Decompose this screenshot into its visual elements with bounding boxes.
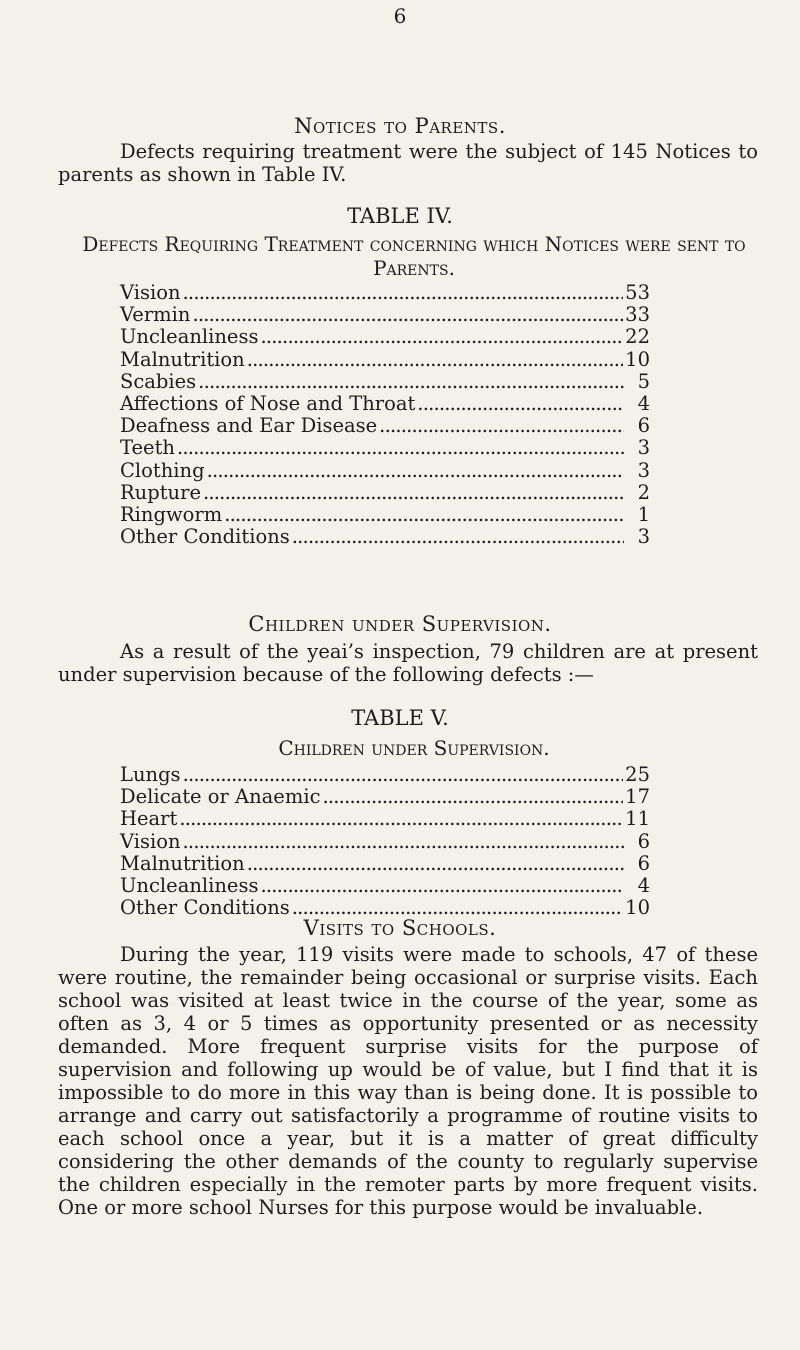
table-row — [120, 482, 650, 504]
table-iv-rows — [120, 282, 650, 548]
table-row — [120, 808, 650, 830]
row-label: Vision — [120, 829, 181, 853]
visits-heading: Visits to Schools. — [303, 916, 497, 940]
row-label: Heart — [120, 807, 178, 831]
row-label: Scabies — [120, 369, 197, 393]
row-value: 11 — [625, 807, 650, 831]
row-value: 6 — [637, 414, 650, 438]
dot-leader — [260, 326, 623, 348]
notices-paragraph: Defects requiring treatment were the subject of 145 Notices to parents as shown in Table IV. — [58, 140, 758, 186]
dot-leader — [203, 482, 624, 504]
table-v-title: TABLE V. — [351, 706, 449, 730]
row-label: Teeth — [120, 436, 175, 460]
row-value: 3 — [637, 458, 650, 482]
row-label: Other Conditions — [120, 525, 290, 549]
page-number: 6 — [393, 4, 407, 28]
row-value: 10 — [625, 347, 650, 371]
row-label: Uncleanliness — [120, 873, 259, 897]
row-value: 33 — [625, 303, 650, 327]
dot-leader — [207, 460, 624, 482]
table-row — [120, 326, 650, 348]
dot-leader — [322, 786, 623, 808]
table-row — [120, 282, 650, 304]
row-label: Delicate or Anaemic — [120, 785, 321, 809]
table-row — [120, 437, 650, 459]
table-v-subtitle: Children under Supervision. — [278, 736, 550, 760]
row-value: 25 — [625, 763, 650, 786]
dot-leader — [179, 808, 623, 830]
row-value: 3 — [637, 525, 650, 549]
row-value: 17 — [625, 785, 650, 809]
row-value: 2 — [637, 480, 650, 504]
dot-leader — [183, 764, 624, 786]
table-iv-subtitle: Defects Requiring Treatment concerning which Notices were sent to Parents. — [82, 232, 746, 280]
dot-leader — [260, 875, 624, 897]
dot-leader — [224, 504, 624, 526]
row-value: 4 — [637, 391, 650, 415]
row-label: Vision — [120, 281, 181, 304]
table-row — [120, 786, 650, 808]
row-label: Clothing — [120, 458, 205, 482]
row-value: 53 — [625, 281, 650, 304]
visits-paragraph: During the year, 119 visits were made to schools, 47 of these were routine, the remainder being occasional or surprise visits. Each school was visited at least twice in the course of the year, some as often as 3, 4 or 5 times as opportunity presented or as necessity demanded. More frequent surprise visits for the purpose of supervision and following up would be of value, but I find that it is impossible to do more in this way than is being done. It is possible to arrange and carry out satisfactorily a programme of routine visits to each school once a year, but it is a matter of great difficulty considering the other demands of the county to regularly supervise the children especially in the remoter parts by more frequent visits. One or more school Nurses for this purpose would be invaluable. — [58, 943, 758, 1219]
table-row — [120, 853, 650, 875]
row-label: Deafness and Ear Disease — [120, 414, 378, 438]
dot-leader — [192, 304, 623, 326]
table-v-rows — [120, 764, 650, 919]
row-label: Uncleanliness — [120, 325, 259, 349]
row-value: 3 — [637, 436, 650, 460]
supervision-paragraph: As a result of the yeai’s inspection, 79 children are at present under supervision because of the following defects :— — [58, 640, 758, 686]
row-label: Rupture — [120, 480, 201, 504]
table-row — [120, 504, 650, 526]
row-label: Malnutrition — [120, 851, 245, 875]
dot-leader — [198, 371, 624, 393]
row-label: Lungs — [120, 763, 181, 786]
row-value: 6 — [637, 829, 650, 853]
row-value: 6 — [637, 851, 650, 875]
row-label: Ringworm — [120, 502, 223, 526]
row-label: Vermin — [120, 303, 191, 327]
table-row — [120, 304, 650, 326]
table-row — [120, 831, 650, 853]
row-value: 5 — [637, 369, 650, 393]
dot-leader — [177, 437, 624, 459]
table-row — [120, 764, 650, 786]
row-value: 22 — [625, 325, 650, 349]
row-value: 4 — [637, 873, 650, 897]
dot-leader — [183, 831, 624, 853]
table-row — [120, 393, 650, 415]
dot-leader — [247, 349, 623, 371]
table-row — [120, 526, 650, 548]
table-iv-title: TABLE IV. — [347, 204, 453, 228]
dot-leader — [247, 853, 624, 875]
table-row — [120, 415, 650, 437]
dot-leader — [292, 526, 624, 548]
row-label: Malnutrition — [120, 347, 245, 371]
row-label: Affections of Nose and Throat — [120, 391, 416, 415]
table-row — [120, 371, 650, 393]
row-value: 1 — [637, 502, 650, 526]
table-row — [120, 349, 650, 371]
notices-heading: Notices to Parents. — [294, 114, 506, 138]
dot-leader — [417, 393, 624, 415]
row-value: 10 — [625, 896, 650, 920]
dot-leader — [379, 415, 624, 437]
row-label: Other Conditions — [120, 896, 290, 920]
supervision-heading: Children under Supervision. — [248, 612, 552, 636]
dot-leader — [183, 282, 624, 304]
table-row — [120, 875, 650, 897]
table-row — [120, 460, 650, 482]
